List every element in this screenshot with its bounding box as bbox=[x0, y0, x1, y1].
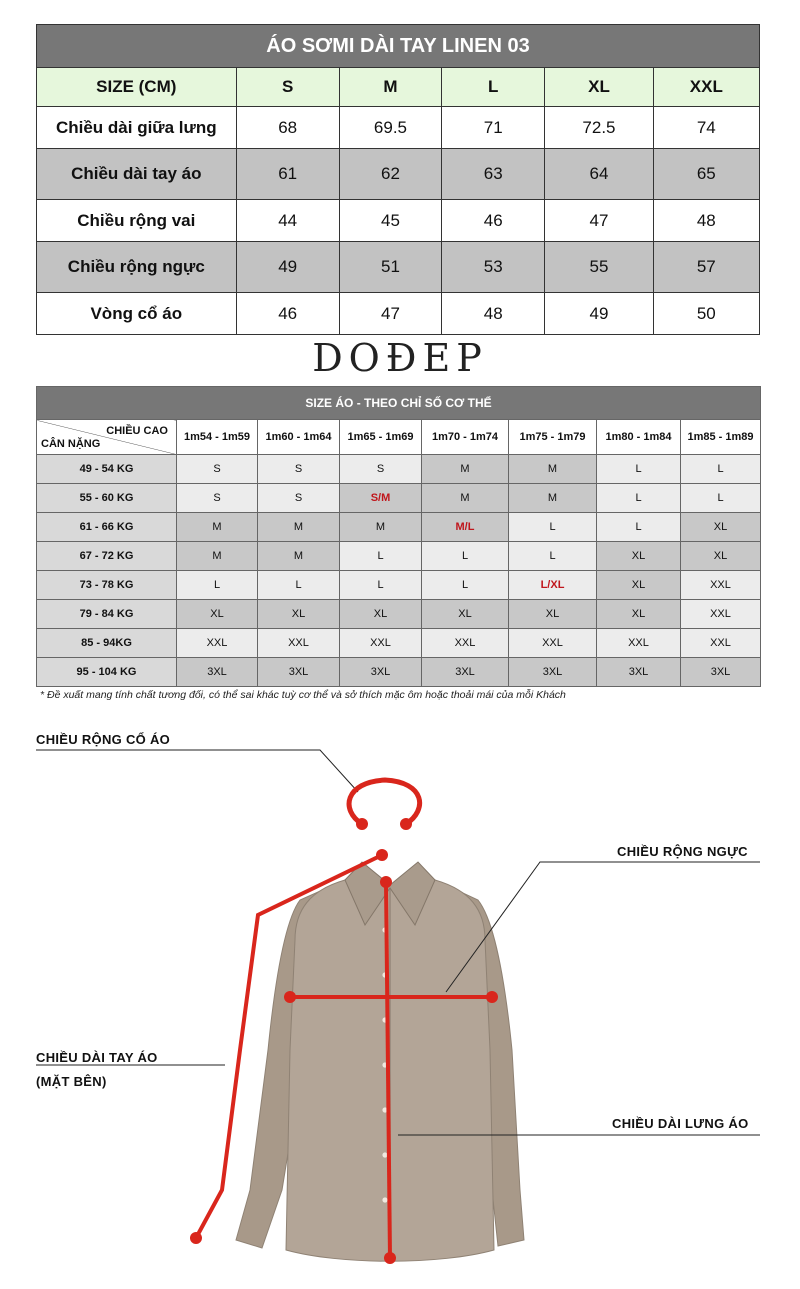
size-table bbox=[36, 24, 760, 335]
size-cell: XXL bbox=[509, 629, 597, 658]
table-row bbox=[37, 600, 761, 629]
size-cell: L/XL bbox=[509, 571, 597, 600]
weight-label: 79 - 84 KG bbox=[37, 600, 177, 629]
size-cell: 3XL bbox=[340, 658, 422, 687]
table-row bbox=[37, 200, 760, 242]
size-cell: XXL bbox=[422, 629, 509, 658]
cell: 51 bbox=[339, 242, 441, 293]
cell: 46 bbox=[442, 200, 545, 242]
brand-logo: DOĐEP bbox=[312, 336, 488, 380]
cell: 49 bbox=[545, 293, 653, 335]
weight-label: 61 - 66 KG bbox=[37, 513, 177, 542]
table-row bbox=[37, 455, 761, 484]
size-cell: M bbox=[422, 484, 509, 513]
table-row bbox=[37, 293, 760, 335]
size-table-header bbox=[37, 68, 760, 107]
size-cell: M bbox=[177, 542, 258, 571]
table-row bbox=[37, 242, 760, 293]
size-cell: M/L bbox=[422, 513, 509, 542]
size-cell: 3XL bbox=[177, 658, 258, 687]
size-cell: L bbox=[597, 513, 681, 542]
size-cell: L bbox=[340, 571, 422, 600]
body-table-header bbox=[37, 420, 761, 455]
size-cell: S bbox=[258, 455, 340, 484]
table-row bbox=[37, 149, 760, 200]
cell: 47 bbox=[545, 200, 653, 242]
table-row bbox=[37, 629, 761, 658]
size-cell: L bbox=[258, 571, 340, 600]
size-cell: L bbox=[177, 571, 258, 600]
size-cell: S bbox=[177, 484, 258, 513]
size-cell: S bbox=[258, 484, 340, 513]
weight-label: 67 - 72 KG bbox=[37, 542, 177, 571]
cell: 53 bbox=[442, 242, 545, 293]
weight-label: 85 - 94KG bbox=[37, 629, 177, 658]
size-cell: L bbox=[422, 571, 509, 600]
size-cell: XXL bbox=[597, 629, 681, 658]
size-cell: XL bbox=[177, 600, 258, 629]
cell: 57 bbox=[653, 242, 759, 293]
weight-axis-label: CÂN NẶNG bbox=[41, 438, 101, 450]
size-cell: S bbox=[177, 455, 258, 484]
header-cell: XL bbox=[545, 68, 653, 107]
collar-measure bbox=[349, 780, 420, 824]
cell: 44 bbox=[236, 200, 339, 242]
size-cell: XL bbox=[258, 600, 340, 629]
size-table-title: ÁO SƠMI DÀI TAY LINEN 03 bbox=[37, 25, 760, 68]
size-cell: M bbox=[340, 513, 422, 542]
size-cell: M bbox=[258, 542, 340, 571]
row-label: Chiều rộng ngực bbox=[37, 242, 237, 293]
header-cell: L bbox=[442, 68, 545, 107]
cell: 74 bbox=[653, 107, 759, 149]
cell: 47 bbox=[339, 293, 441, 335]
height-header: 1m54 - 1m59 bbox=[177, 420, 258, 455]
size-cell: M bbox=[177, 513, 258, 542]
size-cell: 3XL bbox=[422, 658, 509, 687]
cell: 62 bbox=[339, 149, 441, 200]
height-header: 1m70 - 1m74 bbox=[422, 420, 509, 455]
table-row bbox=[37, 542, 761, 571]
size-cell: 3XL bbox=[681, 658, 761, 687]
cell: 61 bbox=[236, 149, 339, 200]
size-cell: 3XL bbox=[258, 658, 340, 687]
row-label: Chiều dài giữa lưng bbox=[37, 107, 237, 149]
row-label: Chiều rộng vai bbox=[37, 200, 237, 242]
size-cell: M bbox=[509, 484, 597, 513]
size-cell: M bbox=[258, 513, 340, 542]
size-cell: L bbox=[597, 484, 681, 513]
sleeve-label: CHIỀU DÀI TAY ÁO bbox=[36, 1050, 158, 1065]
back-length-label: CHIỀU DÀI LƯNG ÁO bbox=[612, 1116, 749, 1131]
cell: 69.5 bbox=[339, 107, 441, 149]
table-row bbox=[37, 107, 760, 149]
weight-label: 73 - 78 KG bbox=[37, 571, 177, 600]
size-cell: S bbox=[340, 455, 422, 484]
body-size-table bbox=[36, 386, 761, 687]
size-cell: XL bbox=[422, 600, 509, 629]
size-cell: XL bbox=[509, 600, 597, 629]
header-cell: XXL bbox=[653, 68, 759, 107]
size-cell: 3XL bbox=[509, 658, 597, 687]
weight-label: 49 - 54 KG bbox=[37, 455, 177, 484]
header-cell: S bbox=[236, 68, 339, 107]
height-header: 1m85 - 1m89 bbox=[681, 420, 761, 455]
size-cell: L bbox=[681, 484, 761, 513]
size-cell: XXL bbox=[258, 629, 340, 658]
body-table-title: SIZE ÁO - THEO CHỈ SỐ CƠ THỂ bbox=[37, 387, 761, 420]
corner-cell bbox=[37, 420, 177, 455]
size-cell: XXL bbox=[681, 600, 761, 629]
cell: 63 bbox=[442, 149, 545, 200]
size-cell: L bbox=[509, 513, 597, 542]
header-cell: M bbox=[339, 68, 441, 107]
cell: 71 bbox=[442, 107, 545, 149]
table-row bbox=[37, 571, 761, 600]
weight-label: 55 - 60 KG bbox=[37, 484, 177, 513]
height-header: 1m80 - 1m84 bbox=[597, 420, 681, 455]
table-row bbox=[37, 484, 761, 513]
header-cell: SIZE (CM) bbox=[37, 68, 237, 107]
size-cell: XXL bbox=[681, 571, 761, 600]
size-cell: L bbox=[340, 542, 422, 571]
cell: 65 bbox=[653, 149, 759, 200]
shirt-illustration bbox=[236, 862, 524, 1261]
table-row bbox=[37, 658, 761, 687]
size-cell: L bbox=[597, 455, 681, 484]
weight-label: 95 - 104 KG bbox=[37, 658, 177, 687]
cell: 48 bbox=[442, 293, 545, 335]
size-cell: XL bbox=[597, 571, 681, 600]
cell: 72.5 bbox=[545, 107, 653, 149]
size-cell: L bbox=[509, 542, 597, 571]
disclaimer-note: * Đề xuất mang tính chất tương đối, có thể sai khác tuỳ cơ thể và sở thích mặc ôm hoặc thoải mái của mỗi Khách bbox=[40, 689, 566, 701]
size-cell: XL bbox=[681, 542, 761, 571]
chest-label: CHIỀU RỘNG NGỰC bbox=[617, 844, 748, 859]
row-label: Vòng cổ áo bbox=[37, 293, 237, 335]
size-cell: 3XL bbox=[597, 658, 681, 687]
size-cell: XL bbox=[597, 600, 681, 629]
size-cell: M bbox=[422, 455, 509, 484]
size-cell: M bbox=[509, 455, 597, 484]
size-cell: S/M bbox=[340, 484, 422, 513]
size-cell: XXL bbox=[177, 629, 258, 658]
height-header: 1m75 - 1m79 bbox=[509, 420, 597, 455]
cell: 48 bbox=[653, 200, 759, 242]
size-cell: L bbox=[422, 542, 509, 571]
sleeve-sub-label: (MẶT BÊN) bbox=[36, 1074, 107, 1089]
cell: 64 bbox=[545, 149, 653, 200]
collar-label: CHIỀU RỘNG CỔ ÁO bbox=[36, 732, 171, 747]
table-row bbox=[37, 513, 761, 542]
size-cell: XXL bbox=[681, 629, 761, 658]
shirt-measure-diagram bbox=[0, 720, 800, 1289]
cell: 50 bbox=[653, 293, 759, 335]
size-cell: XL bbox=[340, 600, 422, 629]
size-cell: XL bbox=[681, 513, 761, 542]
cell: 45 bbox=[339, 200, 441, 242]
size-cell: XL bbox=[597, 542, 681, 571]
height-header: 1m65 - 1m69 bbox=[340, 420, 422, 455]
cell: 68 bbox=[236, 107, 339, 149]
size-cell: XXL bbox=[340, 629, 422, 658]
height-axis-label: CHIỀU CAO bbox=[106, 425, 168, 437]
height-header: 1m60 - 1m64 bbox=[258, 420, 340, 455]
row-label: Chiều dài tay áo bbox=[37, 149, 237, 200]
cell: 46 bbox=[236, 293, 339, 335]
size-cell: L bbox=[681, 455, 761, 484]
cell: 55 bbox=[545, 242, 653, 293]
cell: 49 bbox=[236, 242, 339, 293]
